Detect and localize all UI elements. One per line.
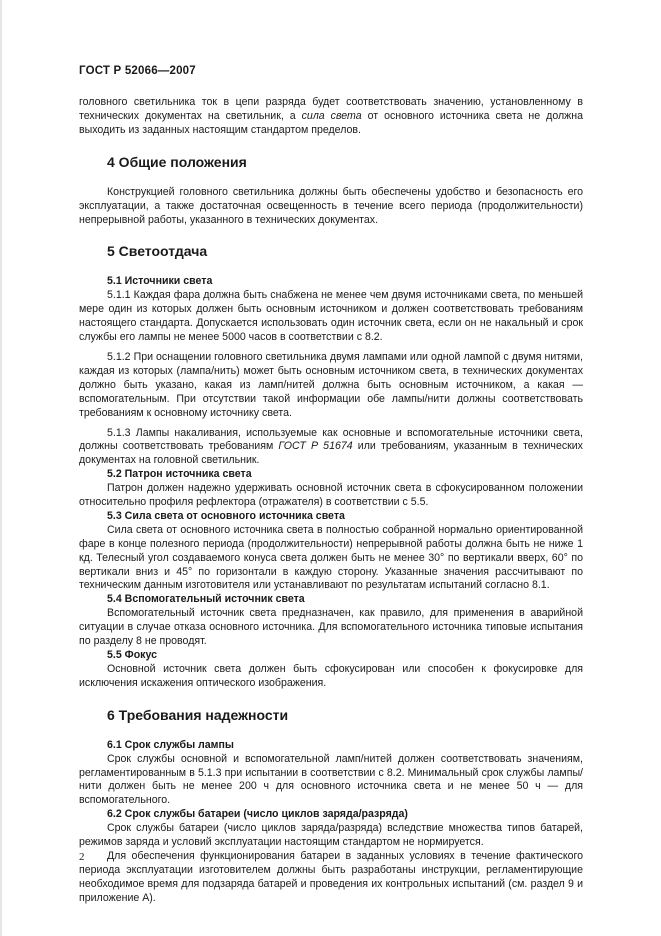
section-6-heading: 6 Требования надежности bbox=[107, 706, 289, 723]
document-body bbox=[79, 96, 583, 906]
clause-5-1-2: 5.1.2 При оснащении головного светильника двумя лампами или одной лампой с двумя нитями, каждая из которых (лампа/нить) может быть основным источником света, в технических документах должно быть указано, какая из ламп/нитей должна быть основным источником, а какая — вспомогательным. При отсутствии такой информации обе лампы/нити должны соответствовать требованиям к основному источнику света. bbox=[79, 350, 583, 419]
section-4-paragraph: Конструкцией головного светильника должны быть обеспечены удобство и безопасность его эксплуатации, а также достаточная освещенность в течение всего периода (продолжительности) непрерывной работы, указанного в технических документах. bbox=[79, 185, 583, 226]
subsection-5-2-title: 5.2 Патрон источника света bbox=[107, 468, 252, 481]
clause-5-4: Вспомогательный источник света предназначен, как правило, для применения в аварийной ситуации в случае отказа основного источника. Для вспомогательного источника типовые испытания по разделу 8 не проводят. bbox=[79, 607, 583, 648]
section-5-heading: 5 Светоотдача bbox=[107, 243, 208, 260]
clause-6-1: Срок службы основной и вспомогательной ламп/нитей должен соответствовать значениям, регламентированным в 5.1.3 при испытании в соответствии с 8.2. Минимальный срок службы лампы/нити должен быть не менее 200 ч для основного источника света и не менее 50 ч — для вспомогательного. bbox=[79, 752, 583, 807]
page-number: 2 bbox=[79, 851, 85, 863]
clause-6-2-b: Для обеспечения функционирования батареи в заданных условиях в течение фактического периода эксплуатации изготовителем должны быть разработаны инструкции, регламентирующие необходимое время для подзаряда батарей и проведения их контрольных испытаний (см. раздел 9 и приложение А). bbox=[79, 849, 583, 904]
clause-5-1-3: 5.1.3 Лампы накаливания, используемые как основные и вспомогательные источники света, должны соответствовать требованиям ГОСТ Р 51674 или требованиям, указанным в технических документах на головной светильник. bbox=[79, 426, 583, 467]
clause-5-1-1: 5.1.1 Каждая фара должна быть снабжена не менее чем двумя источниками света, по меньшей мере один из которых должен быть основным источником и должен соответствовать требованиям настоящего стандарта. Допускается использовать один источник света, если он не накальный и срок службы его лампы не менее 5000 часов в соответствии с 8.2. bbox=[79, 289, 583, 344]
intro-paragraph: головного светильника ток в цепи разряда будет соответствовать значению, установленному в технических документах на светильник, а сила света от основного источника света не должна выходить из заданных настоящим стандартом пределов. bbox=[79, 96, 583, 136]
subsection-6-1-title: 6.1 Срок службы лампы bbox=[107, 738, 234, 751]
page-edge bbox=[0, 0, 2, 936]
standard-reference: ГОСТ Р 51674 bbox=[278, 440, 353, 453]
clause-6-2-a: Срок службы батареи (число циклов заряда/разряда) вследствие множества типов батарей, режимов заряда и условий эксплуатации настоящим стандартом не нормируется. bbox=[79, 822, 583, 849]
clause-5-2: Патрон должен надежно удерживать основной источник света в сфокусированном положении относительно профиля рефлектора (отражателя) в соответствии с 5.5. bbox=[79, 482, 583, 509]
intro-italic-term: сила света bbox=[301, 109, 362, 122]
subsection-5-4-title: 5.4 Вспомогательный источник света bbox=[107, 593, 305, 606]
subsection-5-1-title: 5.1 Источники света bbox=[107, 275, 213, 288]
subsection-5-3-title: 5.3 Сила света от основного источника света bbox=[107, 509, 345, 522]
clause-5-5: Основной источник света должен быть сфокусирован или способен к фокусировке для исключения искажения оптического изображения. bbox=[79, 662, 583, 689]
section-4-heading: 4 Общие положения bbox=[107, 153, 247, 170]
document-code-header: ГОСТ Р 52066—2007 bbox=[79, 65, 196, 77]
subsection-5-5-title: 5.5 Фокус bbox=[107, 649, 158, 661]
clause-5-3: Сила света от основного источника света в полностью собранной нормально ориентированной фаре в конце полезного периода (продолжительности) непрерывной работы должна быть не ниже 1 кд. Телесный угол создаваемого конуса света должен быть не менее 30° по вертикали вверх, 60° по вертикали вниз и 45° по горизонтали в каждую сторону. Указанные значения рассчитывают по техническим данным изготовителя или устанавливают по результатам испытаний согласно 8.1. bbox=[79, 523, 583, 592]
subsection-6-2-title: 6.2 Срок службы батареи (число циклов заряда/разряда) bbox=[107, 808, 408, 821]
